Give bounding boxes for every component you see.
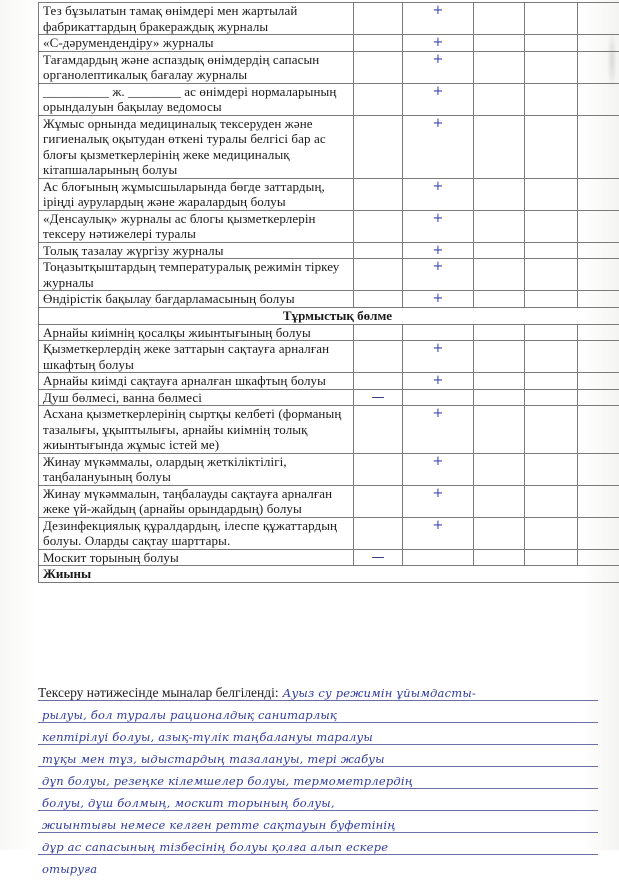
check-mark-cell: +	[403, 341, 474, 373]
table-row	[39, 291, 619, 308]
empty-cell	[474, 324, 525, 341]
criterion-text: Жұмыс орнында медициналық тексеруден және гигиеналық оқытудан өткені туралы белгісі бар ас блоғы қызметкерлерінің жеке медициналық кітапшаларының болуы	[39, 115, 354, 178]
table-row	[39, 210, 619, 242]
handwritten-finding: Ауыз су режимін ұйымдасты-	[283, 686, 476, 700]
empty-cell	[474, 406, 525, 454]
empty-cell	[474, 115, 525, 178]
table-row	[39, 406, 619, 454]
table-row	[39, 485, 619, 517]
criterion-text: Өндірістік бақылау бағдарламасының болуы	[39, 291, 354, 308]
empty-cell	[578, 259, 619, 291]
criterion-text: Толық тазалау жүргізу журналы	[39, 242, 354, 259]
check-mark-cell: +	[403, 3, 474, 35]
findings-line	[38, 726, 598, 748]
empty-cell	[525, 373, 578, 390]
findings-line	[38, 814, 598, 836]
handwritten-finding: болуы, дұш болмың, москит торының болуы,	[38, 796, 335, 810]
dash-mark-cell	[354, 291, 403, 308]
empty-cell	[474, 178, 525, 210]
table-row	[39, 373, 619, 390]
check-mark-cell: +	[403, 406, 474, 454]
findings-line	[38, 836, 598, 858]
check-mark-cell: +	[403, 83, 474, 115]
empty-cell	[525, 178, 578, 210]
table-row	[39, 35, 619, 52]
empty-cell	[578, 549, 619, 566]
empty-cell	[474, 259, 525, 291]
dash-mark-cell	[354, 259, 403, 291]
empty-cell	[525, 115, 578, 178]
check-mark-cell: +	[403, 115, 474, 178]
dash-mark-cell	[354, 51, 403, 83]
dash-mark-cell	[354, 453, 403, 485]
check-mark-cell: +	[403, 517, 474, 549]
check-mark-cell: +	[403, 51, 474, 83]
dash-mark-cell	[354, 406, 403, 454]
empty-cell	[474, 3, 525, 35]
findings-line	[38, 858, 598, 880]
empty-cell	[578, 389, 619, 406]
findings-line	[38, 792, 598, 814]
handwritten-finding: отыруға	[38, 862, 97, 876]
handwritten-finding: рылуы, бол туралы рационалдық санитарлық	[38, 708, 337, 722]
criterion-text: Арнайы киімнің қосалқы жиынтығының болуы	[39, 324, 354, 341]
criterion-text: Асхана қызметкерлерінің сыртқы келбеті (форманың тазалығы, ұқыптылығы, арнайы киімнің толық жиынтығында жұмыс істей ме)	[39, 406, 354, 454]
dash-mark-cell	[354, 35, 403, 52]
dash-mark-cell	[354, 178, 403, 210]
check-mark-cell: +	[403, 485, 474, 517]
table-row	[39, 3, 619, 35]
section-title-total: Жиыны	[39, 566, 619, 583]
findings-label: Тексеру нәтижесінде мыналар белгіленді:	[38, 685, 279, 700]
empty-cell	[578, 324, 619, 341]
empty-cell	[578, 406, 619, 454]
empty-cell	[474, 485, 525, 517]
check-mark-cell: +	[403, 178, 474, 210]
empty-cell	[474, 83, 525, 115]
empty-cell	[525, 51, 578, 83]
table-row	[39, 242, 619, 259]
empty-cell	[578, 178, 619, 210]
empty-cell	[578, 373, 619, 390]
table-row	[39, 324, 619, 341]
table-row	[39, 389, 619, 406]
empty-cell	[525, 210, 578, 242]
empty-cell	[578, 115, 619, 178]
criterion-text: Тоңазытқыштардың температуралық режимін тіркеу журналы	[39, 259, 354, 291]
dash-mark-cell	[354, 210, 403, 242]
dash-mark-cell	[354, 115, 403, 178]
criterion-text: Жинау мүкәммалы, олардың жеткіліктілігі, таңбалануының болуы	[39, 453, 354, 485]
table-row	[39, 549, 619, 566]
handwritten-finding: кептірілуі болуы, азық-түлік таңбалануы таралуы	[38, 730, 373, 744]
dash-mark-cell	[354, 242, 403, 259]
criterion-text: «Денсаулық» журналы ас блогы қызметкерлерін тексеру нәтижелері туралы	[39, 210, 354, 242]
empty-cell	[525, 291, 578, 308]
empty-cell	[578, 291, 619, 308]
handwritten-finding: дұр ас сапасының тізбесінің болуы қолға алып ескере	[38, 840, 388, 854]
table-row	[39, 178, 619, 210]
empty-cell	[578, 341, 619, 373]
criterion-text: Ас блоғының жұмысшыларында бөгде заттардың, іріңді аурулардың және жаралардың болуы	[39, 178, 354, 210]
findings-line	[38, 682, 598, 704]
table-row	[39, 259, 619, 291]
empty-cell	[525, 35, 578, 52]
empty-cell	[578, 453, 619, 485]
empty-cell	[474, 549, 525, 566]
handwritten-finding: дұп болуы, резеңке кілемшелер болуы, термометрлердің	[38, 774, 413, 788]
findings-line	[38, 770, 598, 792]
empty-cell	[474, 373, 525, 390]
findings-line	[38, 748, 598, 770]
dash-mark-cell: —	[354, 389, 403, 406]
dash-mark-cell	[354, 485, 403, 517]
check-mark-cell: +	[403, 453, 474, 485]
table-row	[39, 453, 619, 485]
check-mark-cell	[403, 389, 474, 406]
table-row	[39, 517, 619, 549]
criterion-text: Жинау мүкәммалын, таңбалауды сақтауға арналған жеке үй-жайдың (арнайы орындардың) болуы	[39, 485, 354, 517]
empty-cell	[578, 35, 619, 52]
empty-cell	[474, 517, 525, 549]
inspection-findings	[38, 682, 598, 880]
empty-cell	[474, 341, 525, 373]
empty-cell	[525, 517, 578, 549]
criterion-text: «С-дәрумендендіру» журналы	[39, 35, 354, 52]
empty-cell	[578, 242, 619, 259]
empty-cell	[474, 389, 525, 406]
check-mark-cell: +	[403, 35, 474, 52]
section-title-household: Тұрмыстық бөлме	[39, 307, 619, 324]
criterion-text: Дезинфекциялық құралдардың, ілеспе құжаттардың болуы. Оларды сақтау шарттары.	[39, 517, 354, 549]
empty-cell	[474, 51, 525, 83]
empty-cell	[525, 485, 578, 517]
dash-mark-cell	[354, 341, 403, 373]
empty-cell	[525, 389, 578, 406]
empty-cell	[474, 210, 525, 242]
empty-cell	[525, 324, 578, 341]
criterion-text: Тағамдардың және аспаздық өнімдердің сапасын органолептикалық бағалау журналы	[39, 51, 354, 83]
dash-mark-cell: —	[354, 549, 403, 566]
table-row	[39, 341, 619, 373]
check-mark-cell: +	[403, 242, 474, 259]
empty-cell	[578, 210, 619, 242]
dash-mark-cell	[354, 3, 403, 35]
empty-cell	[525, 453, 578, 485]
check-mark-cell	[403, 324, 474, 341]
empty-cell	[525, 83, 578, 115]
criterion-text: Арнайы киімді сақтауға арналған шкафтың болуы	[39, 373, 354, 390]
empty-cell	[578, 517, 619, 549]
empty-cell	[525, 259, 578, 291]
dash-mark-cell	[354, 517, 403, 549]
dash-mark-cell	[354, 83, 403, 115]
check-mark-cell: +	[403, 210, 474, 242]
empty-cell	[578, 83, 619, 115]
empty-cell	[525, 341, 578, 373]
criterion-text: __________ ж. ________ ас өнімдері нормаларының орындалуын бақылау ведомосы	[39, 83, 354, 115]
criterion-text: Тез бұзылатын тамақ өнімдері мен жартылай фабрикаттардың бракераждық журналы	[39, 3, 354, 35]
section-row	[39, 566, 619, 583]
check-mark-cell: +	[403, 373, 474, 390]
check-mark-cell: +	[403, 291, 474, 308]
dash-mark-cell	[354, 373, 403, 390]
empty-cell	[525, 406, 578, 454]
check-mark-cell: +	[403, 259, 474, 291]
inspection-checklist-table	[38, 2, 619, 583]
empty-cell	[474, 291, 525, 308]
criterion-text: Душ бөлмесі, ванна бөлмесі	[39, 389, 354, 406]
check-mark-cell	[403, 549, 474, 566]
empty-cell	[525, 3, 578, 35]
section-row	[39, 307, 619, 324]
table-row	[39, 51, 619, 83]
empty-cell	[525, 242, 578, 259]
empty-cell	[474, 242, 525, 259]
dash-mark-cell	[354, 324, 403, 341]
empty-cell	[578, 485, 619, 517]
empty-cell	[474, 453, 525, 485]
table-row	[39, 115, 619, 178]
handwritten-finding: тұқы мен тұз, ыдыстардың тазалануы, тері жабуы	[38, 752, 385, 766]
handwritten-finding: жиынтығы немесе келген ретте сақтауын буфетінің	[38, 818, 396, 832]
criterion-text: Қызметкерлердің жеке заттарын сақтауға арналған шкафтың болуы	[39, 341, 354, 373]
empty-cell	[474, 35, 525, 52]
table-row	[39, 83, 619, 115]
empty-cell	[578, 51, 619, 83]
empty-cell	[578, 3, 619, 35]
empty-cell	[525, 549, 578, 566]
criterion-text: Москит торының болуы	[39, 549, 354, 566]
findings-line	[38, 704, 598, 726]
